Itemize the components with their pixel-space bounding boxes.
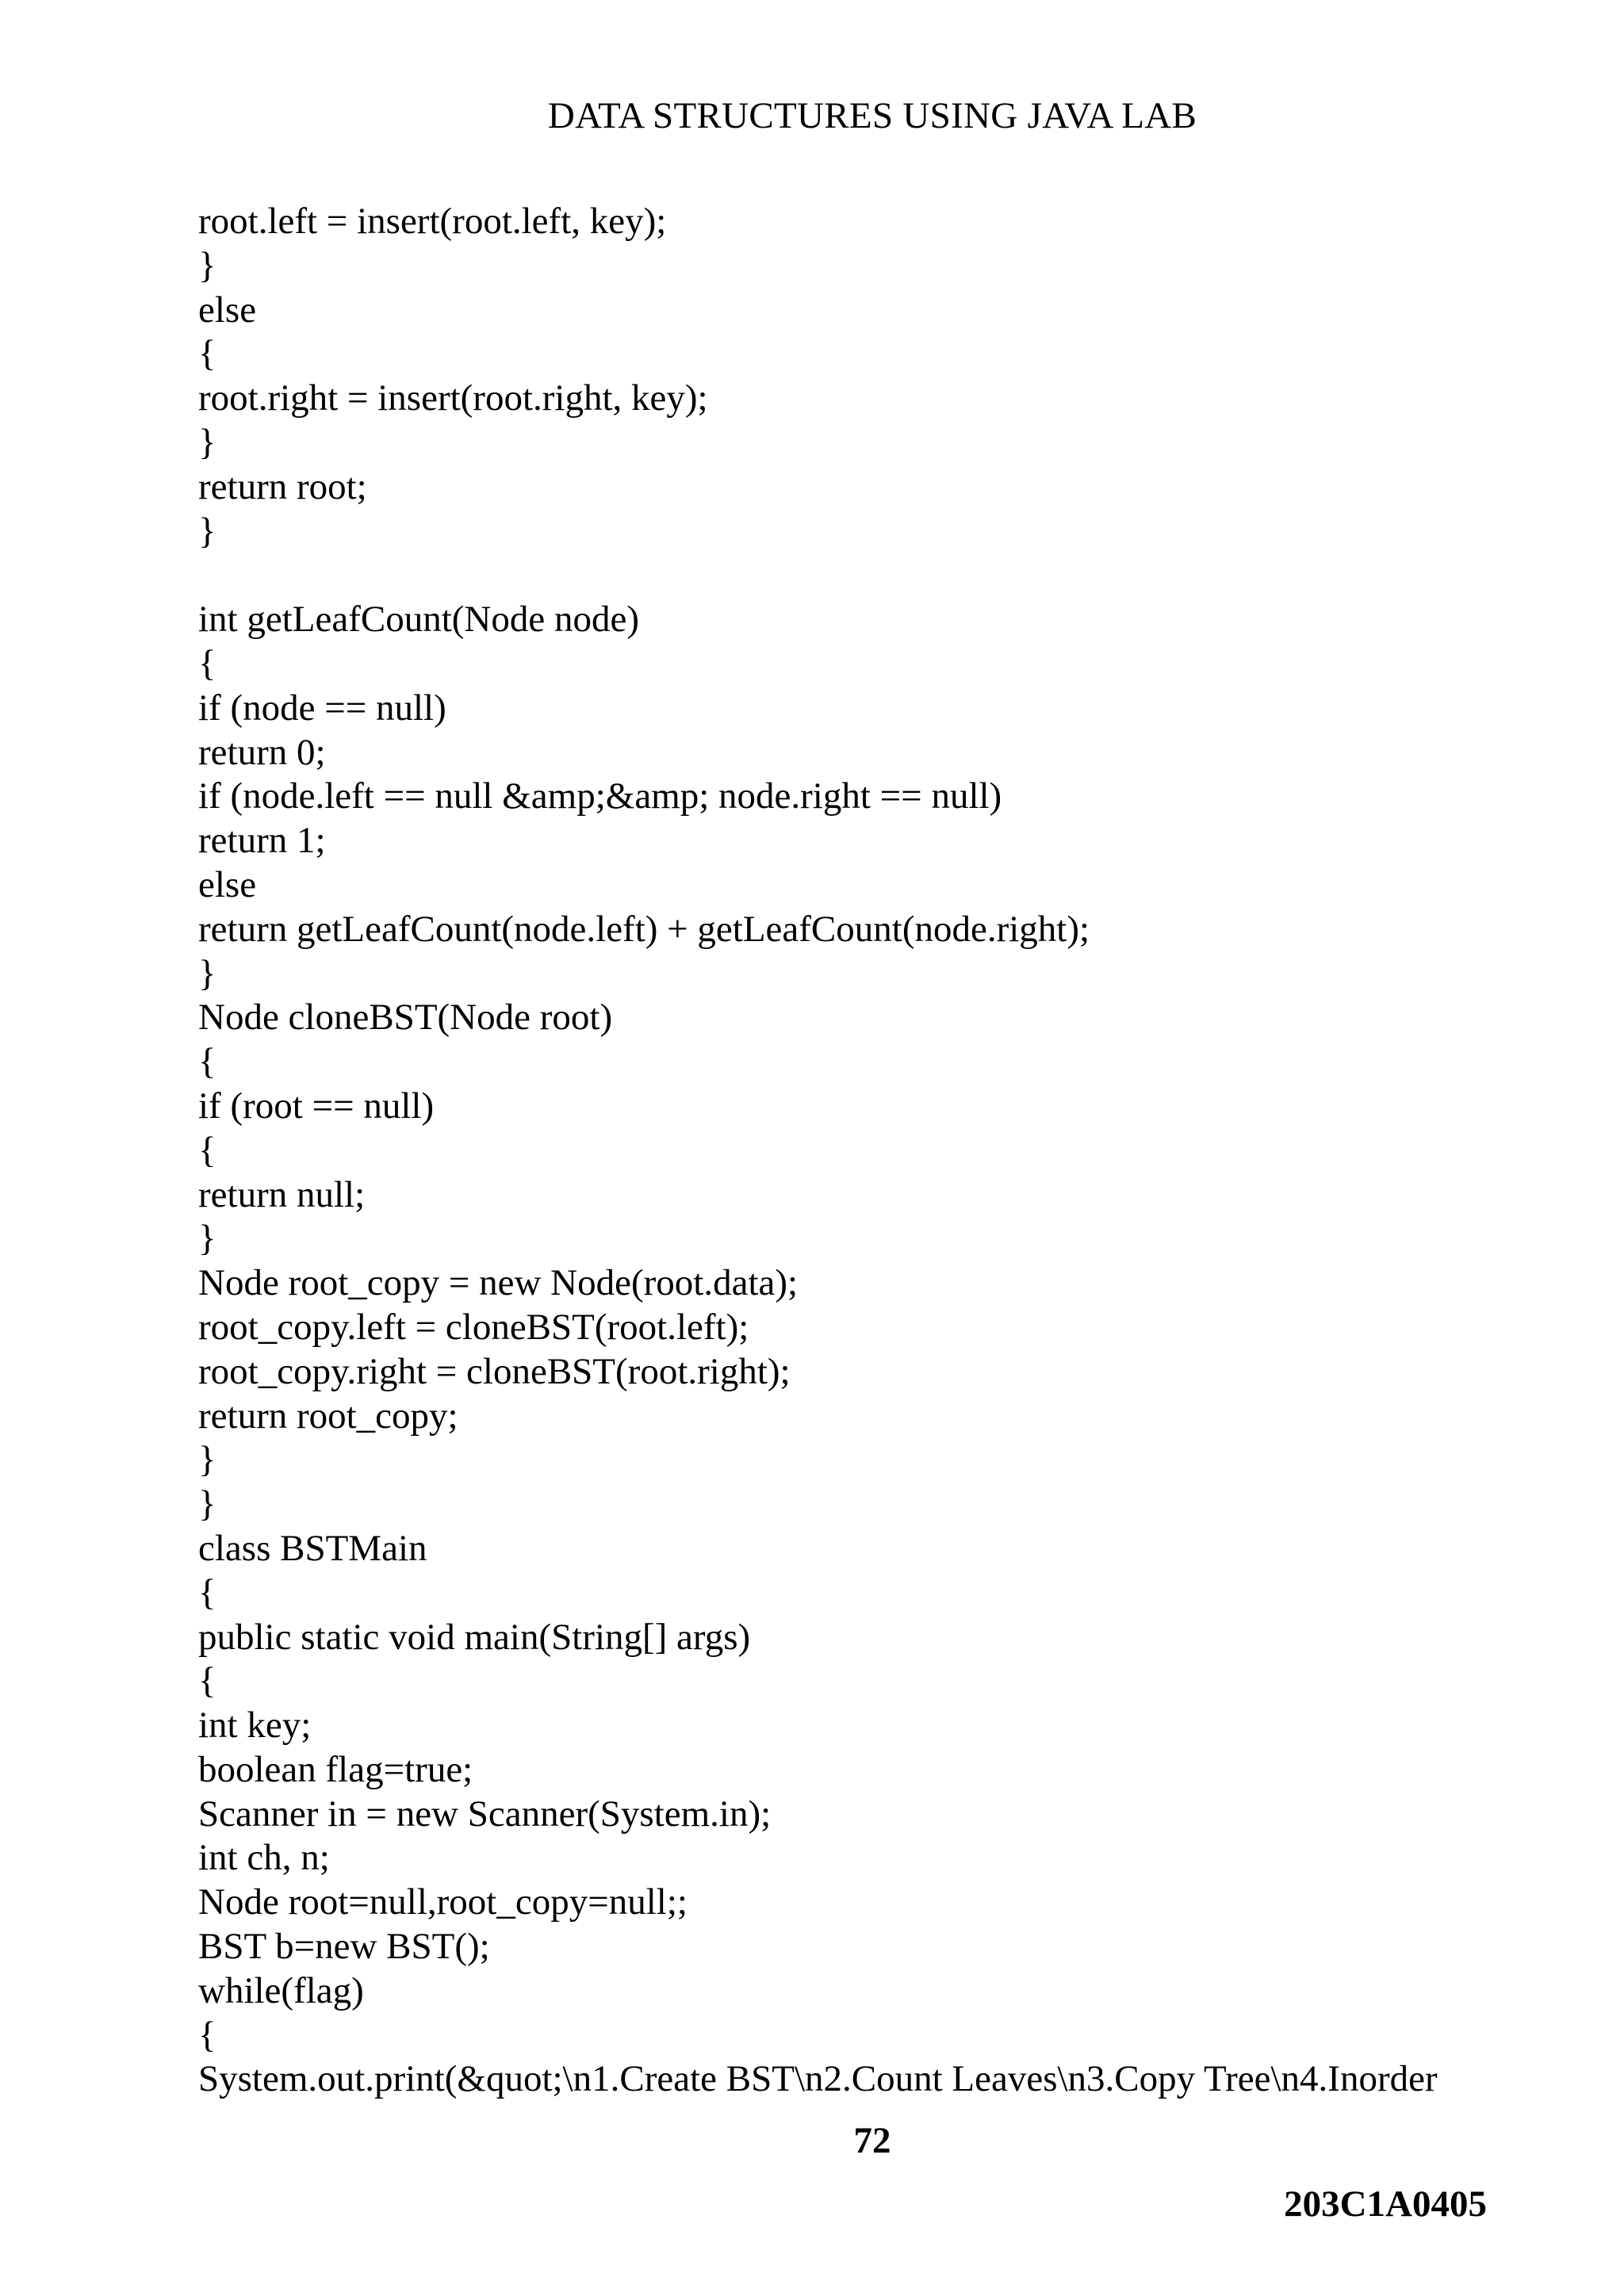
code-line: { <box>198 1571 216 1613</box>
code-line: if (root == null) <box>198 1085 435 1127</box>
code-line: root_copy.left = cloneBST(root.left); <box>198 1306 749 1348</box>
code-line: } <box>198 1439 216 1481</box>
code-line: return getLeafCount(node.left) + getLeafCount(node.right); <box>198 908 1090 950</box>
code-line: { <box>198 642 216 684</box>
code-line: class BSTMain <box>198 1527 427 1569</box>
code-line: root_copy.right = cloneBST(root.right); <box>198 1350 791 1392</box>
code-line: return root_copy; <box>198 1395 458 1437</box>
code-line: { <box>198 2014 216 2056</box>
page-header: DATA STRUCTURES USING JAVA LAB <box>547 95 1197 136</box>
code-line: Node root=null,root_copy=null;; <box>198 1881 688 1923</box>
code-line: Scanner in = new Scanner(System.in); <box>198 1793 772 1835</box>
code-line: boolean flag=true; <box>198 1748 473 1790</box>
code-line: } <box>198 1483 216 1525</box>
code-listing <box>198 200 1578 2102</box>
page-number: 72 <box>853 2120 891 2161</box>
code-line: System.out.print(&quot;\n1.Create BST\n2.Count Leaves\n3.Copy Tree\n4.Inorder <box>198 2058 1438 2100</box>
code-line: return root; <box>198 465 367 507</box>
code-line: } <box>198 1218 216 1260</box>
code-line: } <box>198 510 216 552</box>
code-line: BST b=new BST(); <box>198 1926 490 1968</box>
code-line: else <box>198 863 257 905</box>
code-line: Node root_copy = new Node(root.data); <box>198 1262 799 1304</box>
code-line: { <box>198 1129 216 1171</box>
code-line: { <box>198 1041 216 1083</box>
code-line: root.right = insert(root.right, key); <box>198 377 708 419</box>
code-line: int key; <box>198 1705 312 1747</box>
code-line: return null; <box>198 1173 366 1215</box>
code-line: return 0; <box>198 731 326 773</box>
code-line: public static void main(String[] args) <box>198 1616 751 1658</box>
code-line: int ch, n; <box>198 1837 330 1879</box>
code-line: root.left = insert(root.left, key); <box>198 201 667 242</box>
code-line: if (node == null) <box>198 687 446 729</box>
roll-number: 203C1A0405 <box>1284 2183 1487 2225</box>
code-line: { <box>198 333 216 375</box>
code-line: } <box>198 244 216 286</box>
code-line: } <box>198 952 216 994</box>
code-line <box>198 553 1578 598</box>
code-line: if (node.left == null &amp;&amp; node.right == null) <box>198 775 1002 817</box>
code-line: int getLeafCount(Node node) <box>198 599 639 641</box>
code-line: while(flag) <box>198 1969 364 2011</box>
code-line: } <box>198 421 216 463</box>
code-line: Node cloneBST(Node root) <box>198 997 613 1039</box>
code-line: { <box>198 1660 216 1702</box>
code-line: return 1; <box>198 820 326 862</box>
code-line: else <box>198 289 257 331</box>
